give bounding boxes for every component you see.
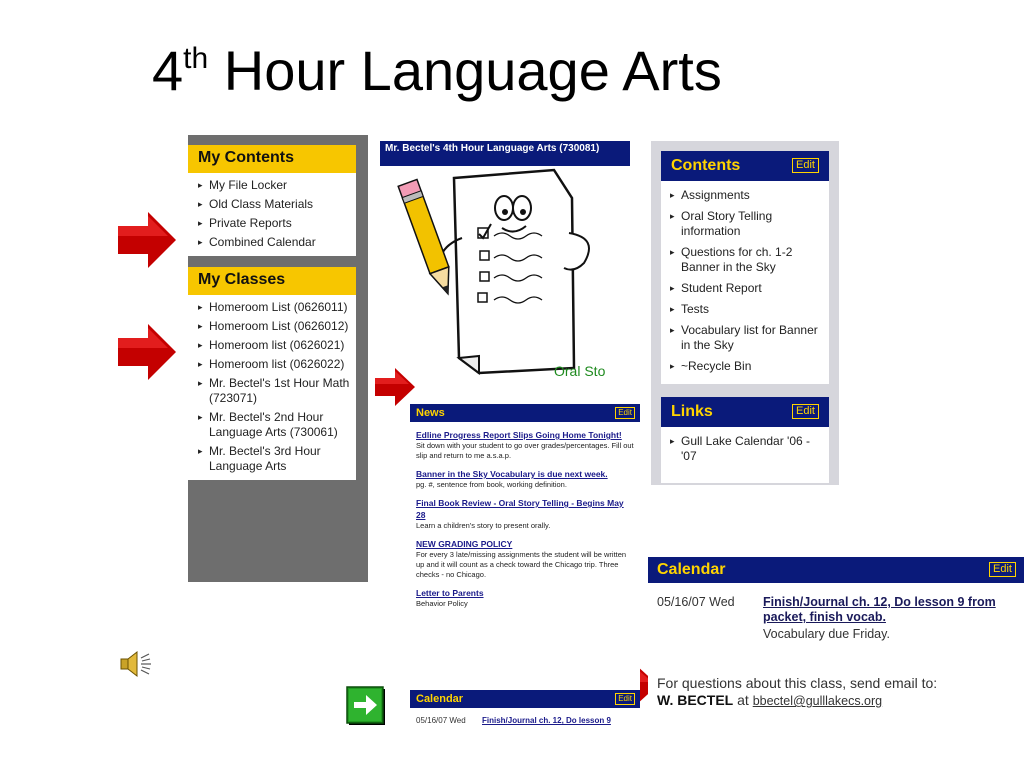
contents-panel [651,141,839,485]
news-item-title[interactable]: Final Book Review - Oral Story Telling - Begins May 28 [416,498,624,520]
news-item-body: Sit down with your student to go over grades/percentages. Fill out slip and return to me a.s.a.p. [416,441,634,460]
calendar-date: 05/16/07 Wed [657,595,735,609]
contents-edit-button[interactable]: Edit [792,158,819,173]
class-banner-title: Mr. Bectel's 4th Hour Language Arts (730081) [380,141,630,166]
calendar-edit-button[interactable]: Edit [989,562,1016,577]
links-item[interactable]: ▸ Gull Lake Calendar '06 - '07 [667,431,825,467]
contact-at: at [733,692,753,708]
class-item[interactable]: ▸ Mr. Bectel's 2nd Hour Language Arts (730061) [194,408,352,442]
class-item[interactable]: ▸ Homeroom List (0626012) [194,317,352,336]
teacher-name: W. BECTEL [657,692,734,708]
mini-calendar-panel [410,690,640,735]
news-header: News Edit [410,404,640,422]
mini-calendar-edit-button[interactable]: Edit [615,693,635,705]
my-contents-box [188,145,356,256]
red-arrow-icon [118,212,176,268]
links-header: Links [671,403,713,420]
news-item-title[interactable]: Banner in the Sky Vocabulary is due next week. [416,469,608,479]
contents-item[interactable]: ▸ Tests [667,299,825,320]
class-item[interactable]: ▸ Mr. Bectel's 3rd Hour Language Arts [194,442,352,476]
links-edit-button[interactable]: Edit [792,404,819,419]
news-item [410,538,640,580]
news-item-title[interactable]: NEW GRADING POLICY [416,539,513,549]
sidebar-panel [188,135,368,582]
mini-calendar-event[interactable]: Finish/Journal ch. 12, Do lesson 9 [482,716,611,725]
calendar-panel [648,530,1024,720]
news-panel [410,404,640,734]
news-item [410,497,640,531]
class-item[interactable]: ▸ Homeroom list (0626022) [194,355,352,374]
news-edit-button[interactable]: Edit [615,407,635,419]
news-item-title[interactable]: Letter to Parents [416,588,484,598]
slide-title: 4th Hour Language Arts [152,39,722,102]
my-contents-item[interactable]: ▸ Private Reports [194,214,352,233]
my-classes-box [188,267,356,480]
links-box [661,397,829,483]
news-item-body: For every 3 late/missing assignments the student will be written up and it will count as a check toward the Chicago trip. Three checks - no Chicago. [416,550,627,579]
contents-item[interactable]: ▸ Questions for ch. 1-2 Banner in the Sky [667,242,825,278]
speaker-icon[interactable] [119,648,155,680]
my-contents-item[interactable]: ▸ My File Locker [194,176,352,195]
news-item-body: pg. #, sentence from book, working definition. [416,480,567,489]
news-item [410,587,640,609]
mini-calendar-date: 05/16/07 Wed [416,716,466,725]
teacher-email-link[interactable]: bbectel@gulllakecs.org [752,694,883,708]
my-classes-header: My Classes [188,267,356,295]
contents-item[interactable]: ▸ ~Recycle Bin [667,356,825,377]
contents-box [661,151,829,384]
contents-item[interactable]: ▸ Vocabulary list for Banner in the Sky [667,320,825,356]
contents-item[interactable]: ▸ Oral Story Telling information [667,206,825,242]
news-item [410,468,640,490]
news-item-body: Behavior Policy [416,599,468,608]
news-item-body: Learn a children's story to present orally. [416,521,551,530]
contents-header: Contents [671,157,741,174]
news-item [410,429,640,461]
my-contents-header: My Contents [188,145,356,173]
mini-calendar-header: Calendar Edit [410,690,640,708]
contact-info [657,675,937,710]
cartoon-caption: Oral Sto [554,363,606,379]
calendar-header: Calendar Edit [648,557,1024,583]
class-item[interactable]: ▸ Mr. Bectel's 1st Hour Math (723071) [194,374,352,408]
calendar-event-detail: Vocabulary due Friday. [763,627,890,641]
contact-prefix: For questions about this class, send email to: [657,675,938,691]
red-arrow-icon [118,324,176,380]
next-slide-button[interactable] [346,686,386,726]
class-item[interactable]: ▸ Homeroom list (0626021) [194,336,352,355]
cartoon-paper-illustration [384,168,624,380]
news-item-title[interactable]: Edline Progress Report Slips Going Home Tonight! [416,430,622,440]
contents-item[interactable]: ▸ Student Report [667,278,825,299]
my-contents-item[interactable]: ▸ Combined Calendar [194,233,352,252]
my-contents-item[interactable]: ▸ Old Class Materials [194,195,352,214]
class-item[interactable]: ▸ Homeroom List (0626011) [194,298,352,317]
calendar-event-link[interactable]: Finish/Journal ch. 12, Do lesson 9 from packet, finish vocab. [763,595,996,624]
contents-item[interactable]: ▸ Assignments [667,185,825,206]
